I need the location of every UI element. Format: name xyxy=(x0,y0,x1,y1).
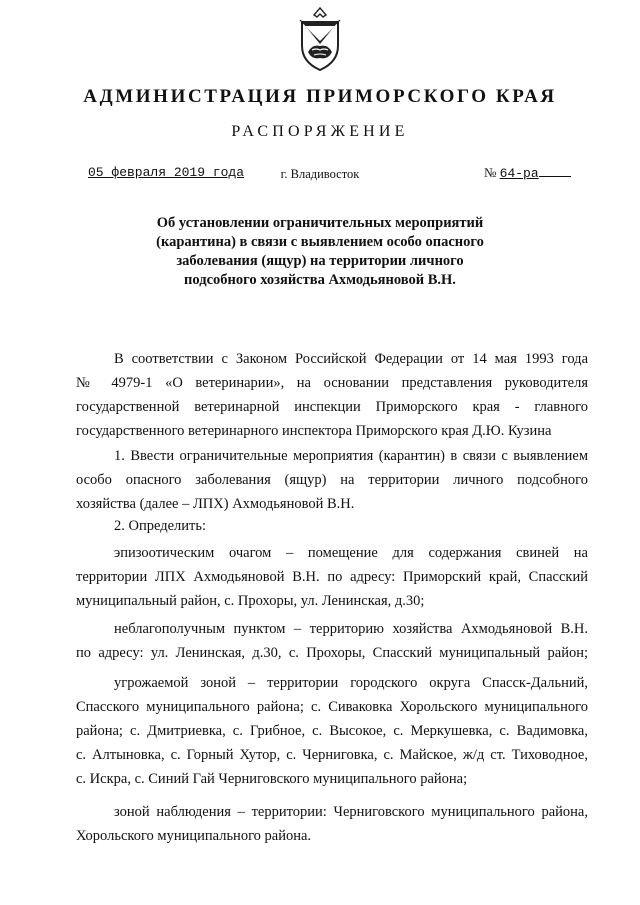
heading-line: Об установлении ограничительных мероприятий xyxy=(156,215,484,231)
coat-of-arms-icon xyxy=(296,6,344,78)
clause-1 xyxy=(76,444,588,516)
text-line: территории ЛПХ Ахмодьяновой В.Н. по адресу: Приморский край, Спасский xyxy=(76,569,588,585)
text-line: В соответствии с Законом Российской Федерации от 14 мая 1993 года xyxy=(114,351,588,367)
text-line: зоной наблюдения – территории: Черниговского муниципального района, xyxy=(114,804,588,820)
text-line: № 4979-1 «О ветеринарии», на основании представления руководителя xyxy=(76,375,588,391)
heading-line: подсобного хозяйства Ахмодьяновой В.Н. xyxy=(184,272,456,288)
text-line: неблагополучным пунктом – территорию хозяйства Ахмодьяновой В.Н. xyxy=(114,621,588,637)
number-prefix: № xyxy=(484,165,497,180)
observation-zone-paragraph xyxy=(76,800,588,848)
unfavorable-point-paragraph xyxy=(76,617,588,665)
text-line: с. Искра, с. Синий Гай Черниговского муниципального района; xyxy=(76,771,468,787)
text-line: муниципальный район, с. Прохоры, ул. Ленинская, д.30; xyxy=(76,593,425,609)
epizootic-focus-paragraph xyxy=(76,541,588,613)
number-value: 64-ра xyxy=(499,166,539,181)
text-line: 1. Ввести ограничительные мероприятия (карантин) в связи с выявлением xyxy=(114,448,588,464)
text-line: Спасского муниципального района; с. Сиваковка Хорольского муниципального xyxy=(76,699,588,715)
text-line: 2. Определить: xyxy=(114,518,207,534)
text-line: государственного ветеринарного инспектора Приморского края Д.Ю. Кузина xyxy=(76,423,552,439)
number-underline xyxy=(539,166,571,177)
text-line: особо опасного заболевания (ящур) на территории личного подсобного xyxy=(76,472,588,488)
text-line: хозяйства (далее – ЛПХ) Ахмодьяновой В.Н. xyxy=(76,496,355,512)
clause-2 xyxy=(76,514,588,538)
threatened-zone-paragraph xyxy=(76,671,588,791)
document-city: г. Владивосток xyxy=(280,167,360,181)
organization-title: АДМИНИСТРАЦИЯ ПРИМОРСКОГО КРАЯ xyxy=(83,86,557,107)
heading-line: заболевания (ящур) на территории личного xyxy=(176,253,464,269)
text-line: с. Алтыновка, с. Горный Хутор, с. Черниговка, с. Майское, ж/д ст. Тиховодное, xyxy=(76,747,588,763)
text-line: района; с. Дмитриевка, с. Грибное, с. Высокое, с. Меркушевка, с. Вадимовка, xyxy=(76,723,588,739)
document-number xyxy=(484,165,571,181)
text-line: угрожаемой зоной – территории городского округа Спасск-Дальний, xyxy=(114,675,588,691)
text-line: государственной ветеринарной инспекции Приморского края - главного xyxy=(76,399,588,415)
document-date: 05 февраля 2019 года xyxy=(88,165,245,180)
document-heading xyxy=(120,214,520,290)
preamble-paragraph xyxy=(76,347,588,443)
heading-line: (карантина) в связи с выявлением особо опасного xyxy=(156,234,484,250)
document-type: РАСПОРЯЖЕНИЕ xyxy=(231,123,409,140)
text-line: по адресу: ул. Ленинская, д.30, с. Прохоры, Спасский муниципальный район; xyxy=(76,645,588,661)
text-line: Хорольского муниципального района. xyxy=(76,828,312,844)
text-line: эпизоотическим очагом – помещение для содержания свиней на xyxy=(114,545,588,561)
